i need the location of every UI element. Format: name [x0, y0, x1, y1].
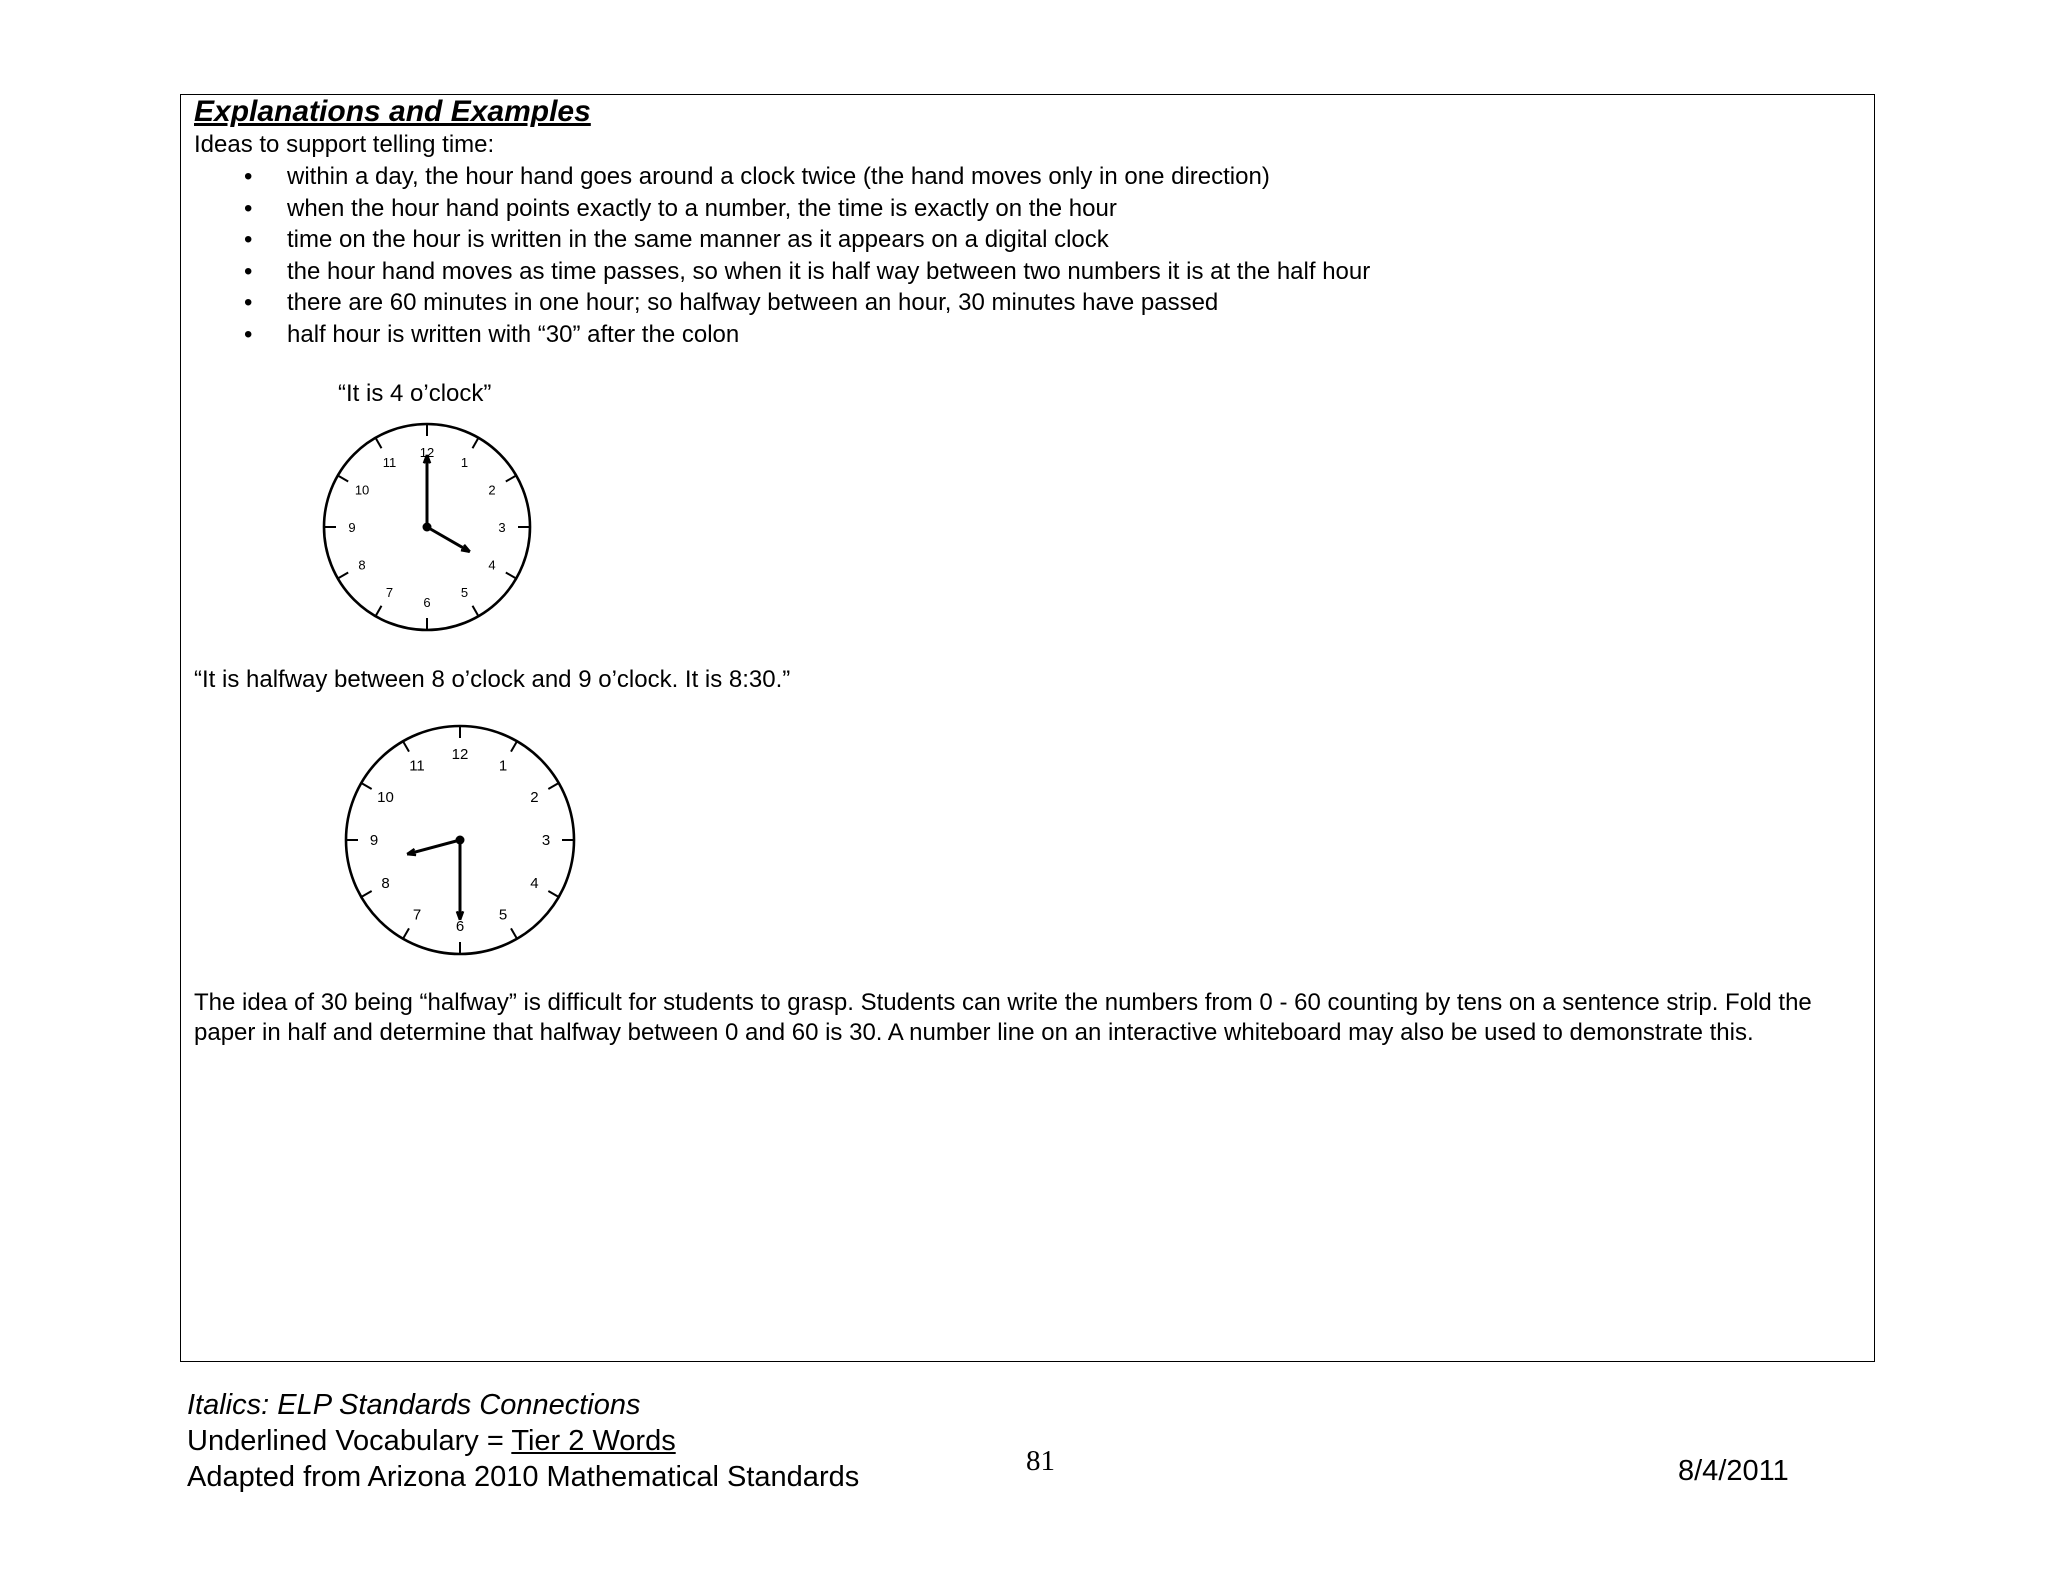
footer-tier2-words: Tier 2 Words: [511, 1425, 676, 1457]
clock-number: 2: [488, 482, 496, 498]
clock-number: 5: [460, 584, 469, 600]
list-item: • the hour hand moves as time passes, so when it is half way between two numbers it is at the half hour: [194, 256, 1370, 288]
bullet-list: [194, 161, 1370, 351]
footer-vocabulary-note: [187, 1423, 676, 1459]
clock-number: 7: [385, 584, 394, 600]
page-number: 81: [1026, 1445, 1055, 1477]
clock-number: 12: [451, 746, 469, 763]
example2-caption: “It is halfway between 8 o’clock and 9 o’clock. It is 8:30.”: [194, 666, 791, 693]
clock-number: 6: [423, 595, 431, 610]
clock-number: 10: [354, 482, 370, 498]
footer-italics-note: Italics: ELP Standards Connections: [187, 1389, 641, 1421]
list-item: • half hour is written with “30” after the colon: [194, 319, 1370, 351]
clock-number: 3: [541, 832, 551, 849]
clock-number: 12: [419, 445, 435, 460]
clock-number: 9: [348, 520, 356, 535]
list-item: • time on the hour is written in the same manner as it appears on a digital clock: [194, 224, 1370, 256]
footer-source-note: Adapted from Arizona 2010 Mathematical Standards: [187, 1461, 860, 1493]
clock-center: [456, 836, 465, 845]
clock-number: 7: [412, 906, 422, 924]
clock-number: 1: [460, 455, 469, 471]
section-heading: Explanations and Examples: [194, 95, 591, 128]
clock-number: 11: [409, 757, 425, 775]
clock-number: 6: [455, 918, 465, 935]
clock-eight-thirty: [342, 722, 578, 958]
clock-number: 4: [488, 557, 496, 573]
footer-vocabulary-prefix: Underlined Vocabulary =: [187, 1425, 512, 1457]
intro-text: Ideas to support telling time:: [194, 131, 495, 158]
example1-caption: “It is 4 o’clock”: [338, 380, 492, 407]
list-item: • there are 60 minutes in one hour; so halfway between an hour, 30 minutes have passed: [194, 287, 1370, 319]
clock-number: 5: [498, 906, 508, 924]
clock-number: 3: [498, 520, 506, 535]
explanation-paragraph: The idea of 30 being “halfway” is difficult for students to grasp. Students can write the numbers from 0 - 60 counting by tens on a sentence strip. Fold the paper in half and determine that halfway between 0 and 60 is 30. A number line on an interactive whiteboard may also be used to demonstrate this.: [194, 989, 1812, 1046]
clock-number: 9: [369, 832, 379, 849]
list-item: • when the hour hand points exactly to a number, the time is exactly on the hour: [194, 193, 1370, 225]
clock-number: 4: [530, 875, 539, 892]
list-item: • within a day, the hour hand goes around a clock twice (the hand moves only in one direction): [194, 161, 1370, 193]
clock-number: 2: [530, 789, 539, 806]
clock-number: 8: [358, 557, 366, 573]
clock-number: 11: [382, 455, 397, 471]
clock-four-oclock: [320, 420, 534, 634]
clock-number: 10: [377, 789, 394, 806]
clock-center: [423, 523, 432, 532]
clock-number: 8: [381, 875, 390, 892]
footer-date: 8/4/2011: [1678, 1455, 1789, 1487]
clock-number: 1: [498, 757, 508, 775]
